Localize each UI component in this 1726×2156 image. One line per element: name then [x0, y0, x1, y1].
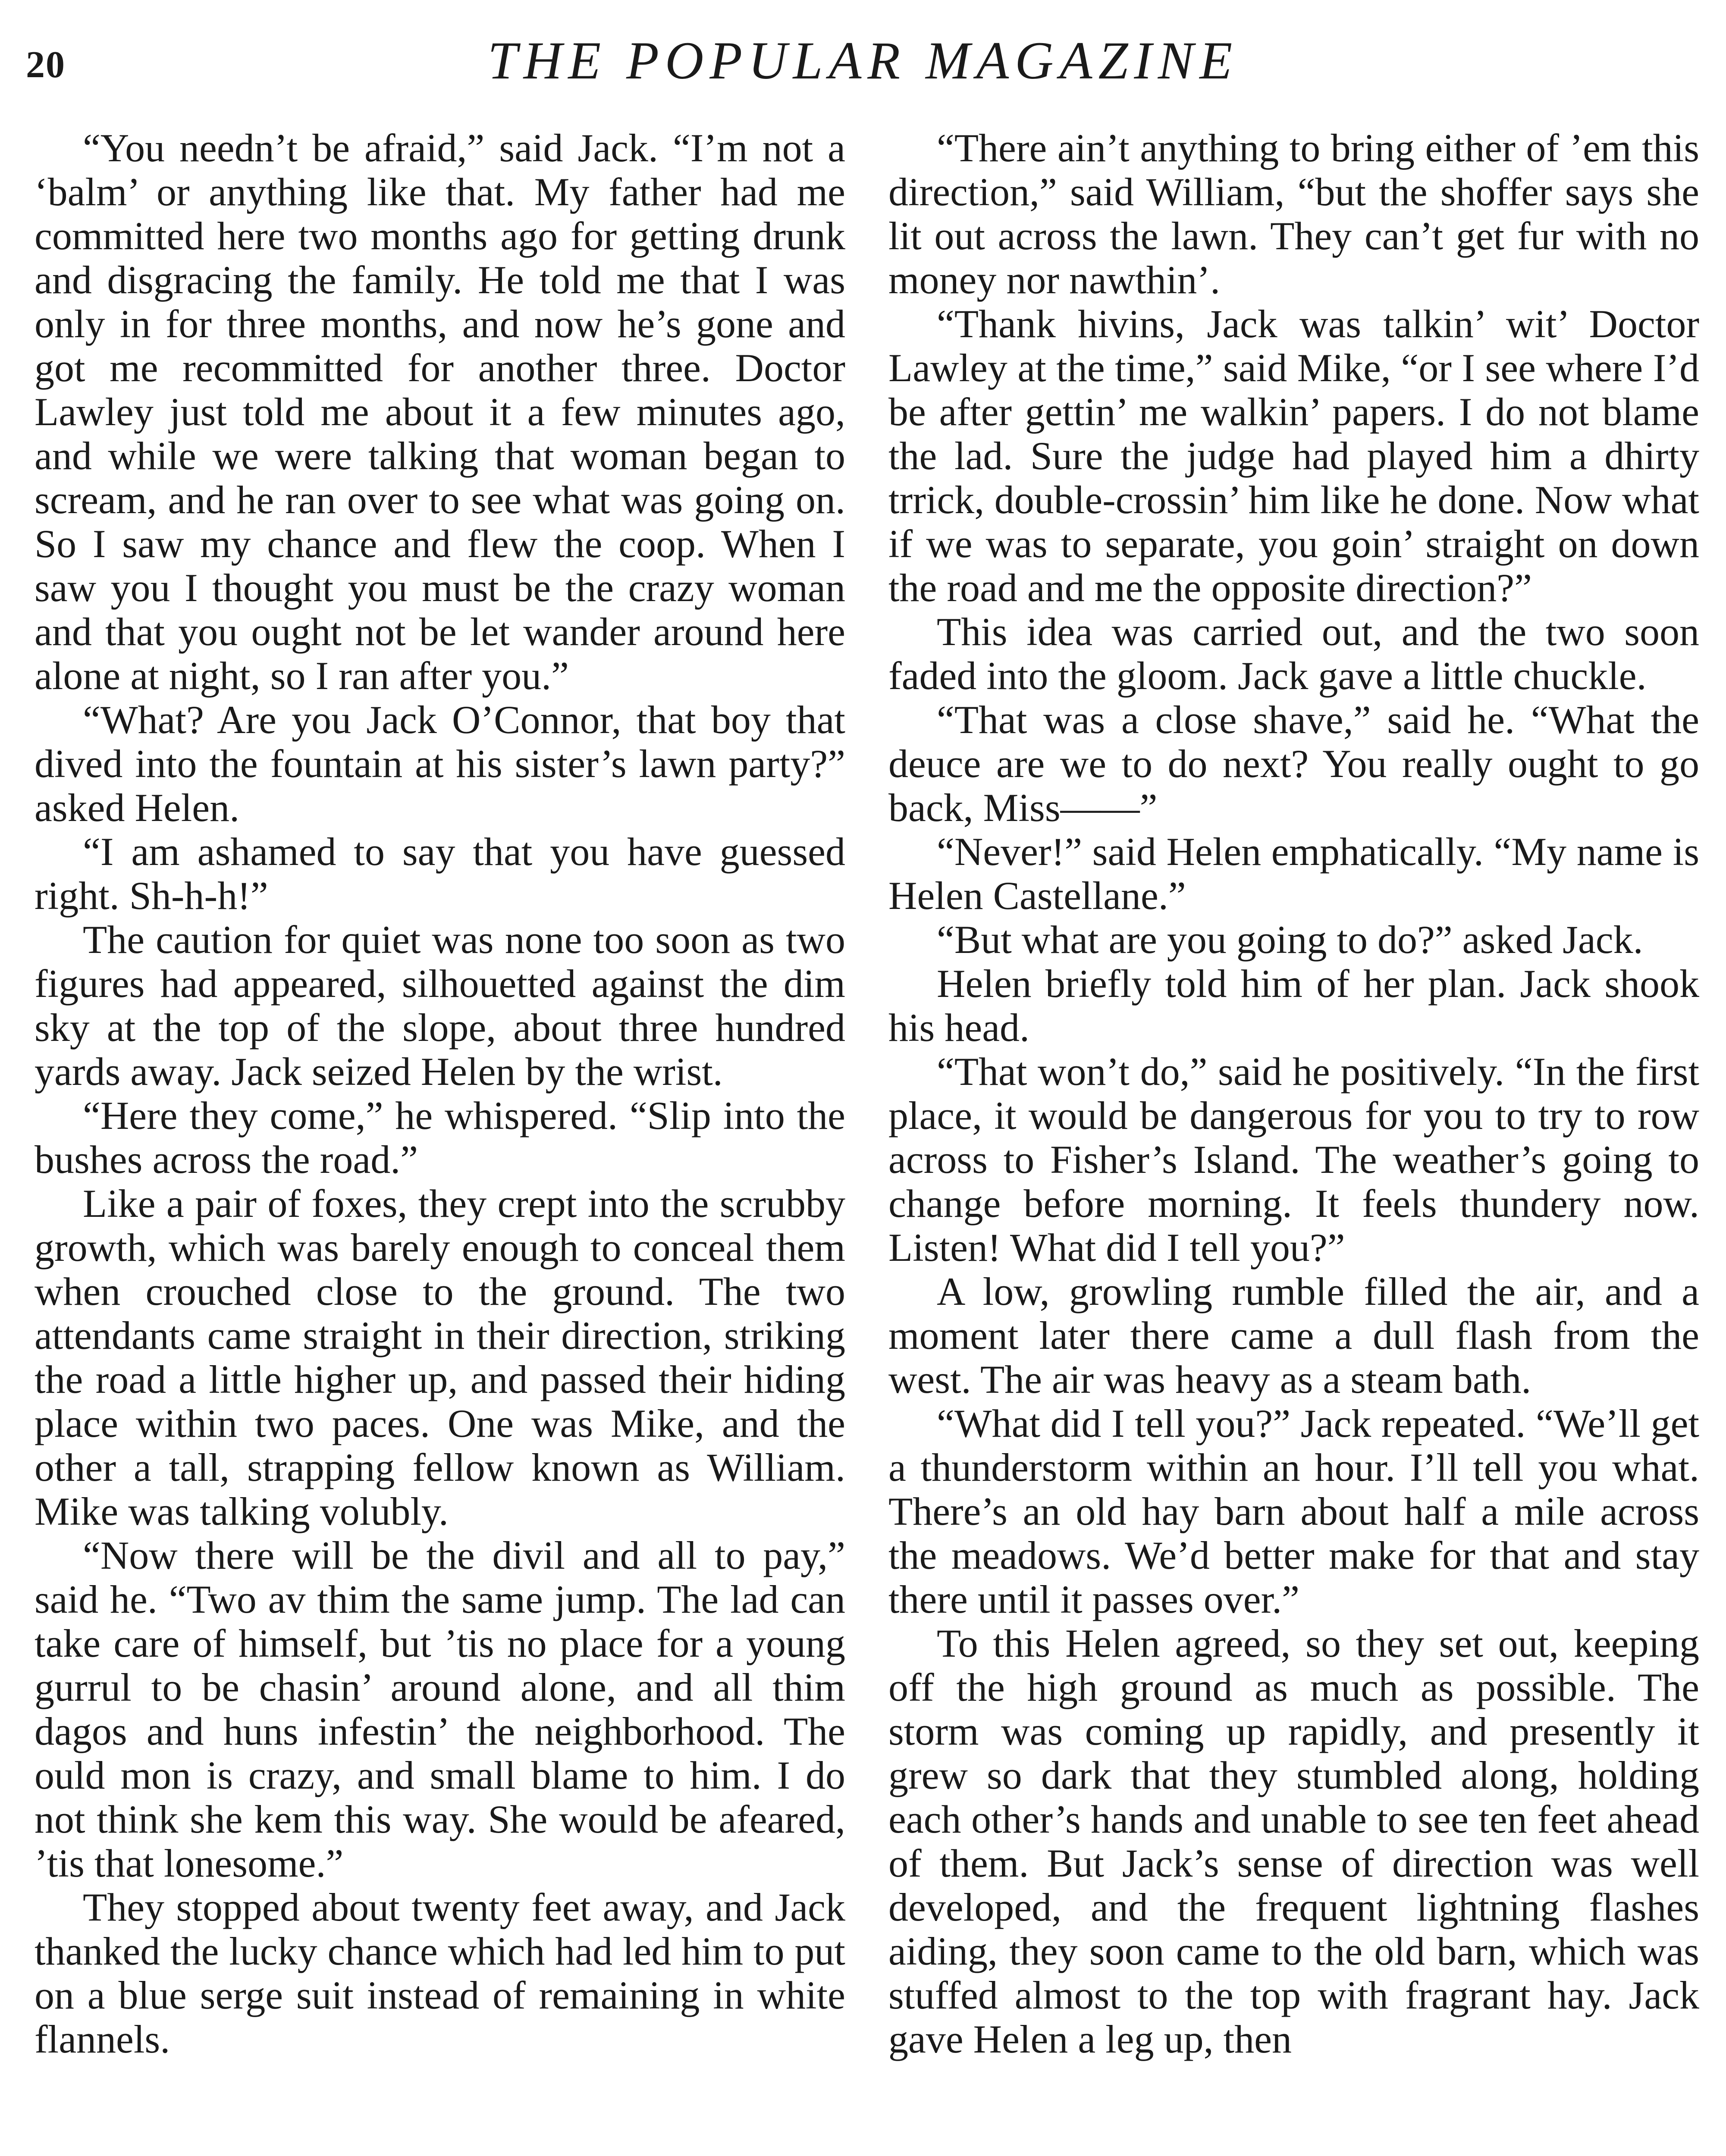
running-title: THE POPULAR MAGAZINE	[487, 31, 1239, 90]
left-column	[35, 126, 845, 2156]
paragraph: “There ain’t anything to bring either of ’em this direction,” said William, “but the shoffer says she lit out across the lawn. They can’t get fur with no money nor nawthin’.	[888, 126, 1699, 302]
paragraph: “What did I tell you?” Jack repeated. “We’ll get a thunderstorm within an hour. I’ll tell you what. There’s an old hay barn about half a mile across the meadows. We’d better make for that and stay there until it passes over.”	[888, 1401, 1699, 1621]
paragraph: “Thank hivins, Jack was talkin’ wit’ Doctor Lawley at the time,” said Mike, “or I see where I’d be after gettin’ me walkin’ papers. I do not blame the lad. Sure the judge had played him a dhirty trrick, double-crossin’ him like he done. Now what if we was to separate, you goin’ straight on down the road and me the opposite direction?”	[888, 302, 1699, 610]
paragraph: “You needn’t be afraid,” said Jack. “I’m not a ‘balm’ or anything like that. My father had me committed here two months ago for getting drunk and disgracing the family. He told me that I was only in for three months, and now he’s gone and got me recommitted for another three. Doctor Lawley just told me about it a few minutes ago, and while we were talking that woman began to scream, and he ran over to see what was going on. So I saw my chance and flew the coop. When I saw you I thought you must be the crazy woman and that you ought not be let wander around here alone at night, so I ran after you.”	[35, 126, 845, 698]
paragraph: Helen briefly told him of her plan. Jack shook his head.	[888, 962, 1699, 1050]
right-column	[888, 126, 1699, 2156]
paragraph: “Never!” said Helen emphatically. “My name is Helen Castellane.”	[888, 830, 1699, 918]
paragraph: “I am ashamed to say that you have guessed right. Sh-h-h!”	[35, 830, 845, 918]
page-header	[0, 30, 1726, 91]
paragraph: “Now there will be the divil and all to pay,” said he. “Two av thim the same jump. The lad can take care of himself, but ’tis no place for a young gurrul to be chasin’ around alone, and all thim dagos and huns infestin’ the neighborhood. The ould mon is crazy, and small blame to him. I do not think she kem this way. She would be afeared, ’tis that lonesome.”	[35, 1533, 845, 1885]
paragraph: Like a pair of foxes, they crept into the scrubby growth, which was barely enough to conceal them when crouched close to the ground. The two attendants came straight in their direction, striking the road a little higher up, and passed their hiding place within two paces. One was Mike, and the other a tall, strapping fellow known as William. Mike was talking volubly.	[35, 1181, 845, 1533]
paragraph: A low, growling rumble filled the air, and a moment later there came a dull flash from the west. The air was heavy as a steam bath.	[888, 1269, 1699, 1401]
paragraph: To this Helen agreed, so they set out, keeping off the high ground as much as possible. The storm was coming up rapidly, and presently it grew so dark that they stumbled along, holding each other’s hands and unable to see ten feet ahead of them. But Jack’s sense of direction was well developed, and the frequent lightning flashes aiding, they soon came to the old barn, which was stuffed almost to the top with fragrant hay. Jack gave Helen a leg up, then	[888, 1621, 1699, 2061]
paragraph: “But what are you going to do?” asked Jack.	[937, 918, 1643, 962]
paragraph: “What? Are you Jack O’Connor, that boy that dived into the fountain at his sister’s lawn party?” asked Helen.	[35, 698, 845, 830]
paragraph: They stopped about twenty feet away, and Jack thanked the lucky chance which had led him to put on a blue serge suit instead of remaining in white flannels.	[35, 1885, 845, 2061]
paragraph: “That was a close shave,” said he. “What the deuce are we to do next? You really ought to go back, Miss——”	[888, 698, 1699, 830]
paragraph: “Here they come,” he whispered. “Slip into the bushes across the road.”	[35, 1094, 845, 1181]
paragraph: This idea was carried out, and the two soon faded into the gloom. Jack gave a little chuckle.	[888, 610, 1699, 698]
paragraph: “That won’t do,” said he positively. “In the first place, it would be dangerous for you to try to row across to Fisher’s Island. The weather’s going to change before morning. It feels thundery now. Listen! What did I tell you?”	[888, 1050, 1699, 1269]
paragraph: The caution for quiet was none too soon as two figures had appeared, silhouetted against the dim sky at the top of the slope, about three hundred yards away. Jack seized Helen by the wrist.	[35, 918, 845, 1094]
page-number: 20	[26, 44, 66, 86]
